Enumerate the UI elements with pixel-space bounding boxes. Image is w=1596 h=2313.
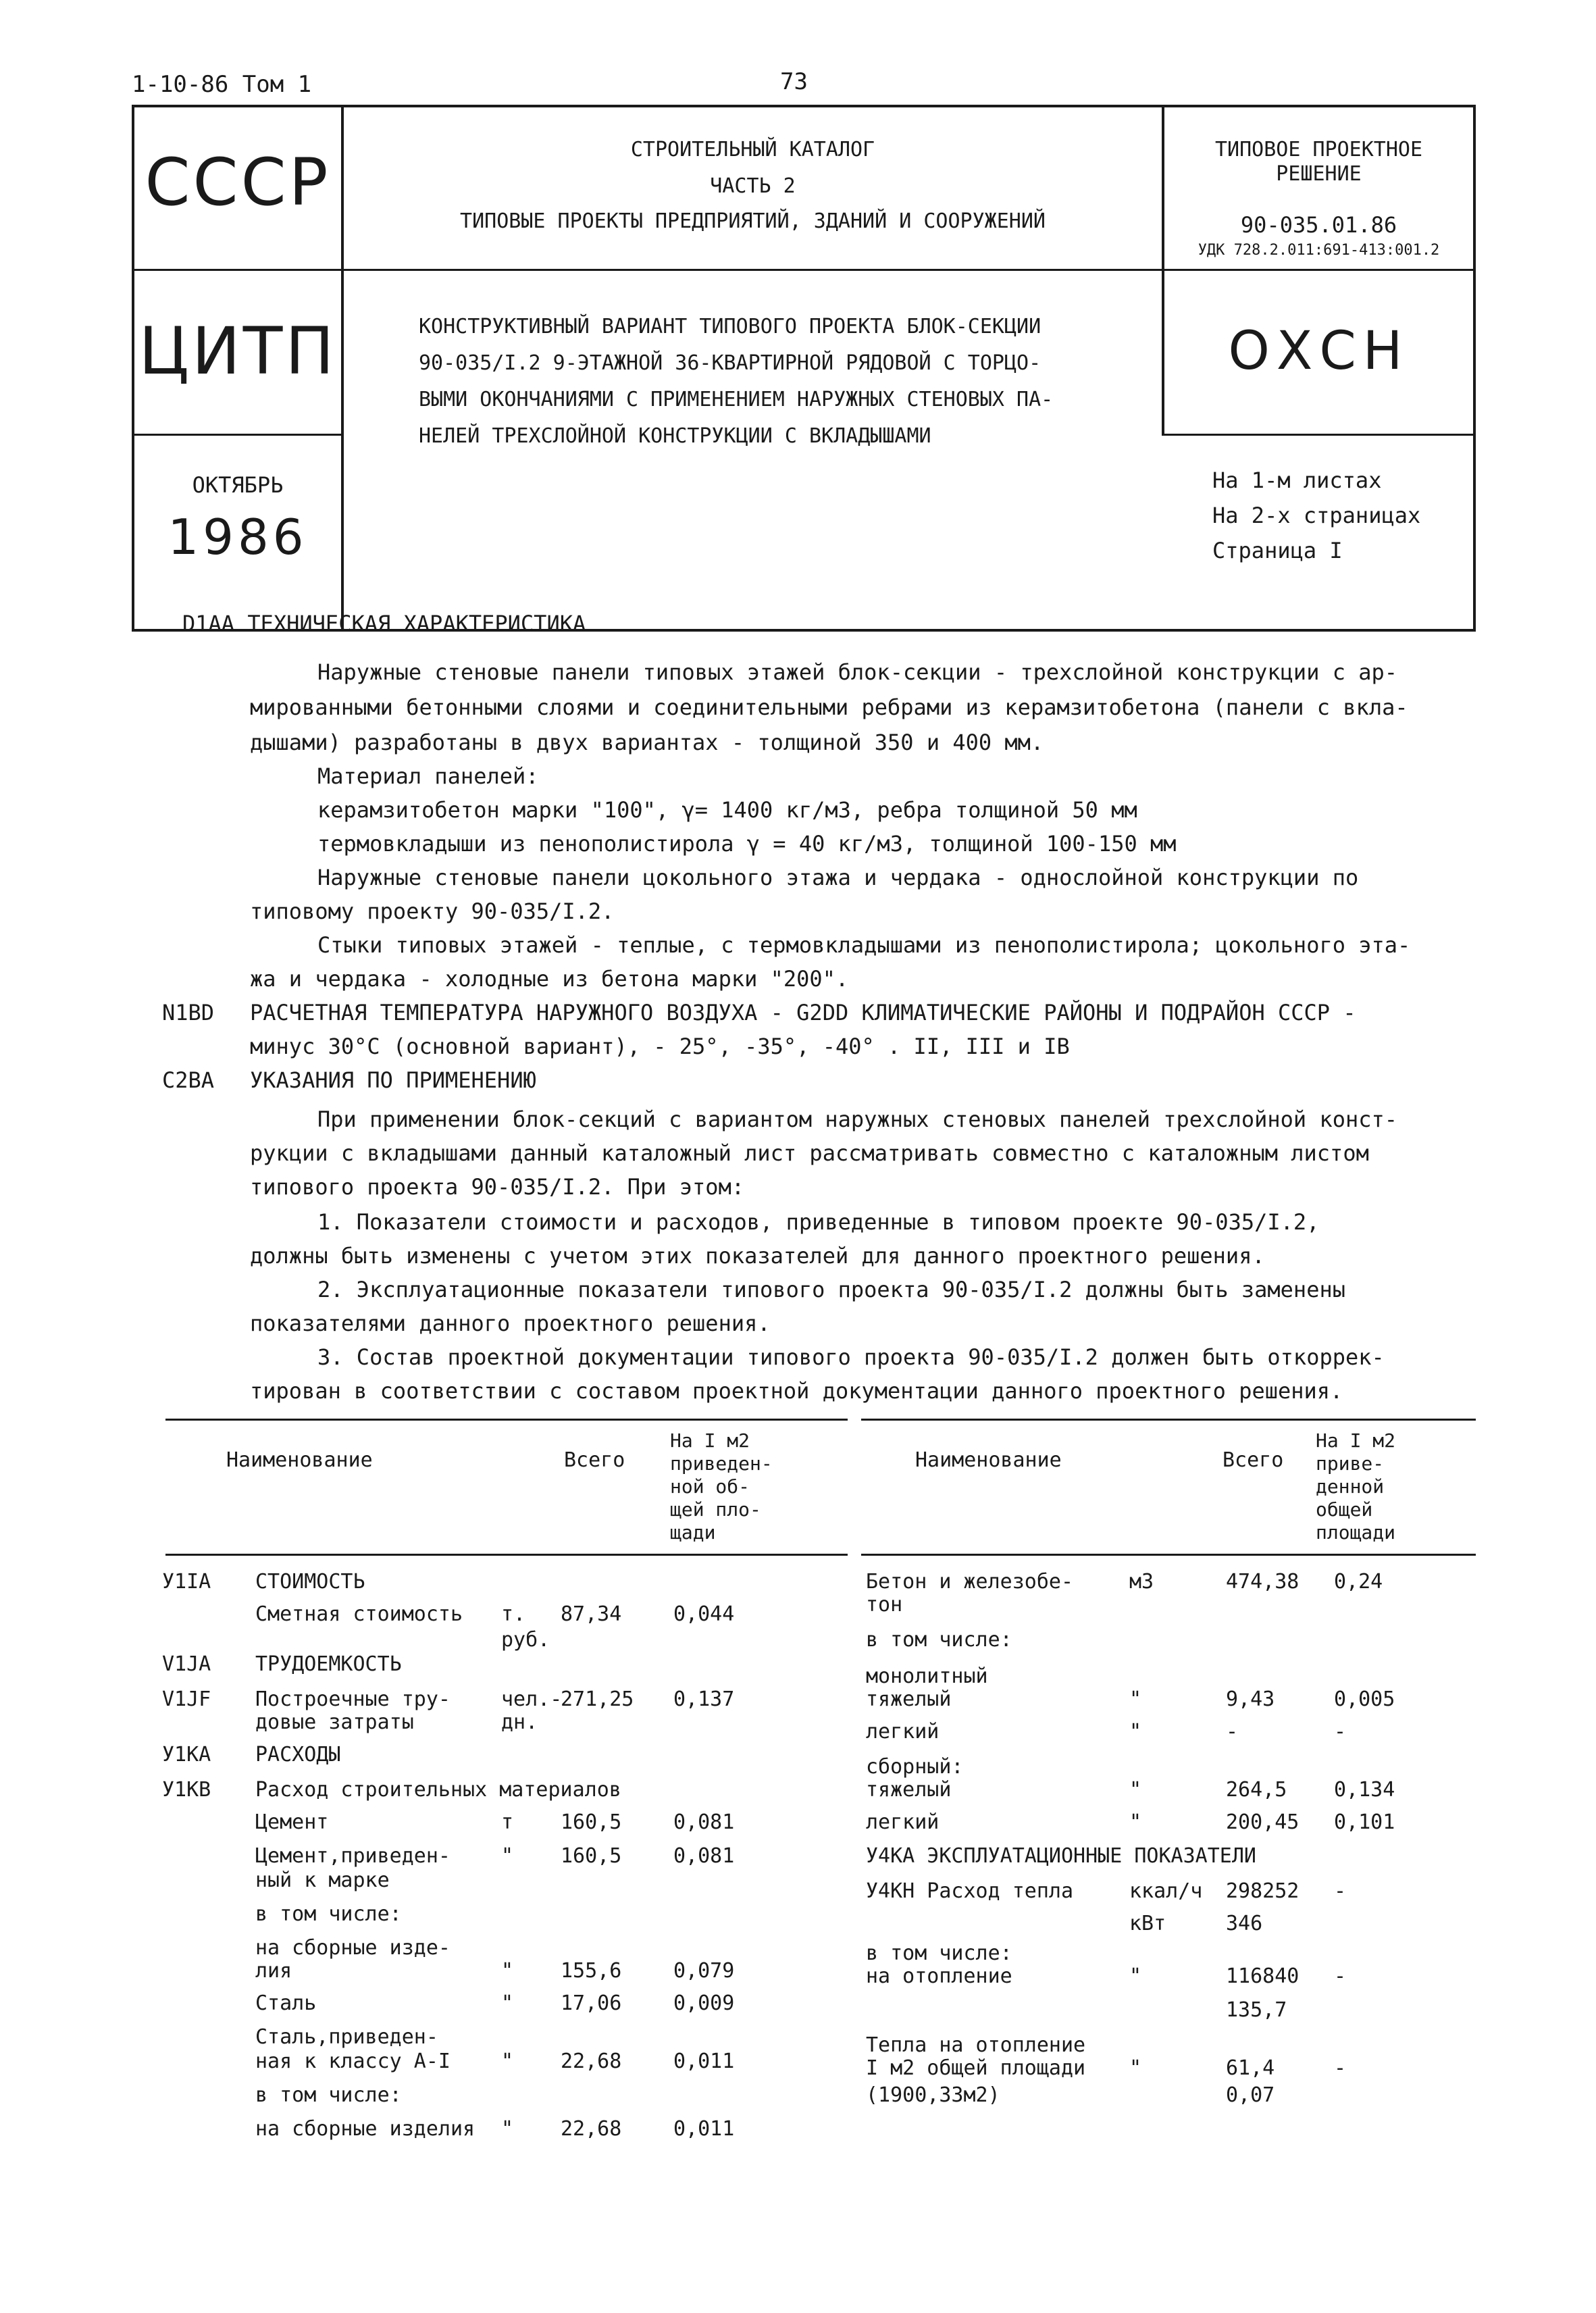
- material-line-1: керамзитобетон марки "100", γ= 1400 кг/м3, ребра толщиной 50 мм: [317, 797, 1137, 823]
- right-row-name: монолитный: [866, 1664, 988, 1688]
- usage-line-5: должны быть изменены с учетом этих показателей для данного проектного решения.: [250, 1243, 1265, 1269]
- usage-line-4: 1. Показатели стоимости и расходов, приведенные в типовом проекте 90-035/I.2,: [317, 1209, 1320, 1235]
- usage-line-8: 3. Состав проектной документации типового проекта 90-035/I.2 должен быть откоррек-: [317, 1344, 1385, 1370]
- right-header-per-area: На I м2 приве- денной общей площади: [1316, 1429, 1396, 1544]
- left-row-code: У1КВ: [162, 1778, 211, 1802]
- left-header-name: Наименование: [226, 1448, 373, 1472]
- left-row-name: Сталь: [255, 1991, 317, 2015]
- udk-code: УДК 728.2.011:691-413:001.2: [1198, 242, 1440, 259]
- left-row-total: 17,06: [561, 1991, 622, 2015]
- left-header-per-area: На I м2 приведен- ной об- щей пло- щади: [670, 1429, 773, 1544]
- right-row-name: сборный:: [866, 1755, 964, 1779]
- citp-block: ЦИТП: [138, 313, 337, 389]
- right-row-per-area: 0,005: [1334, 1687, 1395, 1711]
- right-row-total: 116840: [1226, 1964, 1299, 1988]
- basement-paragraph-line-2: типовому проекту 90-035/I.2.: [250, 898, 615, 924]
- left-row-per-area: 0,009: [673, 1991, 735, 2015]
- usage-code: C2BA: [162, 1067, 215, 1093]
- left-row-name: Расход строительных материалов: [255, 1778, 621, 1802]
- sheets-count: На 1-м листах: [1212, 467, 1382, 493]
- right-row-name: тяжелый: [866, 1778, 952, 1802]
- left-row-name: СТОИМОСТЬ: [255, 1570, 365, 1594]
- typical-line-1: ТИПОВОЕ ПРОЕКТНОЕ: [1214, 138, 1423, 161]
- right-row-per-area: 0,134: [1334, 1778, 1395, 1802]
- left-row-total: 22,68: [561, 2117, 622, 2141]
- right-row-total: 474,38: [1226, 1570, 1299, 1594]
- right-row-name: тяжелый: [866, 1687, 952, 1711]
- left-row-total: 271,25: [561, 1687, 634, 1711]
- right-row-name: легкий: [866, 1720, 939, 1744]
- left-row-total: 87,34: [561, 1602, 622, 1626]
- usage-line-7: показателями данного проектного решения.: [250, 1311, 771, 1336]
- right-row-name: Бетон и железобе-: [866, 1570, 1074, 1594]
- right-row-name: легкий: [866, 1810, 939, 1834]
- right-row-total: 264,5: [1226, 1778, 1287, 1802]
- left-row-name: ная к классу А-I: [255, 2050, 451, 2073]
- left-row-name: на сборные изде-: [255, 1936, 451, 1960]
- right-row-total: -: [1226, 1720, 1239, 1744]
- right-header-total: Всего: [1222, 1448, 1284, 1472]
- right-row-unit: ": [1129, 1687, 1142, 1711]
- left-row-unit: ": [501, 2050, 514, 2073]
- left-row-name: Цемент: [255, 1810, 329, 1834]
- left-row-name: на сборные изделия: [255, 2117, 475, 2141]
- left-row-name: РАСХОДЫ: [255, 1743, 341, 1766]
- joints-paragraph-line-2: жа и чердака - холодные из бетона марки "200".: [250, 966, 849, 992]
- temperature-code: N1BD: [162, 1000, 215, 1025]
- project-code: 90-035.01.86: [1240, 212, 1397, 238]
- right-row-name: на отопление: [866, 1964, 1012, 1988]
- left-row-name: Сметная стоимость: [255, 1602, 463, 1626]
- left-row-unit: т: [501, 1810, 514, 1834]
- left-row-name: Цемент,приведен-: [255, 1844, 451, 1868]
- panel-paragraph-line-2: мированными бетонными слоями и соединительными ребрами из керамзитобетона (панели с вкла-: [250, 694, 1408, 720]
- catalog-line-3: ТИПОВЫЕ ПРОЕКТЫ ПРЕДПРИЯТИЙ, ЗДАНИЙ И СООРУЖЕНИЙ: [460, 209, 1046, 233]
- left-row-total: 160,5: [561, 1844, 622, 1868]
- panel-paragraph-line-3: дышами) разработаны в двух вариантах - толщиной 350 и 400 мм.: [250, 730, 1044, 755]
- right-row-name: У4КН Расход тепла: [866, 1879, 1074, 1903]
- left-row-unit: руб.: [501, 1628, 550, 1652]
- left-row-per-area: 0,081: [673, 1810, 735, 1834]
- right-row-unit: ": [1129, 1720, 1142, 1744]
- right-row-name: (1900,33м2): [866, 2083, 1000, 2107]
- material-line-2: термовкладыши из пенополистирола γ = 40 кг/м3, толщиной 100-150 мм: [317, 831, 1177, 857]
- catalog-line-1: СТРОИТЕЛЬНЫЙ КАТАЛОГ: [630, 138, 875, 161]
- usage-line-9: тирован в соответствии с составом проектной документации данного проектного решения.: [250, 1378, 1343, 1404]
- joints-paragraph-line-1: Стыки типовых этажей - теплые, с термовкладышами из пенополистирола; цокольного эта-: [317, 932, 1411, 958]
- page-index: Страница I: [1212, 538, 1343, 563]
- left-row-name: довые затраты: [255, 1710, 414, 1734]
- materials-label: Материал панелей:: [317, 763, 539, 789]
- usage-line-2: рукции с вкладышами данный каталожный лист рассматривать совместно с каталожным листом: [250, 1140, 1369, 1166]
- right-row-total: 135,7: [1226, 1998, 1287, 2022]
- left-row-unit: дн.: [501, 1710, 538, 1734]
- left-row-name: в том числе:: [255, 2083, 402, 2107]
- left-row-unit: чел.-: [501, 1687, 563, 1711]
- right-row-name: I м2 общей площади: [866, 2056, 1086, 2080]
- left-row-code: V1JF: [162, 1687, 211, 1711]
- usage-heading: УКАЗАНИЯ ПО ПРИМЕНЕНИЮ: [250, 1067, 536, 1093]
- oxch-code: ОХСН: [1228, 321, 1410, 382]
- right-row-name: в том числе:: [866, 1628, 1012, 1652]
- right-header-name: Наименование: [915, 1448, 1062, 1472]
- temperature-line-2: минус 30°С (основной вариант), - 25°, -35°, -40° . II, III и IB: [250, 1034, 1070, 1059]
- right-row-unit: м3: [1129, 1570, 1154, 1594]
- usage-line-1: При применении блок-секций с вариантом наружных стеновых панелей трехслойной конст-: [317, 1107, 1398, 1132]
- right-row-total: 9,43: [1226, 1687, 1275, 1711]
- left-row-per-area: 0,081: [673, 1844, 735, 1868]
- volume-label: 1-10-86 Том 1: [132, 71, 312, 98]
- page-number: 73: [780, 68, 808, 95]
- left-row-name: лия: [255, 1959, 292, 1983]
- right-row-per-area: -: [1334, 1964, 1347, 1988]
- left-row-name: Построечные тру-: [255, 1687, 451, 1711]
- left-row-name: ТРУДОЕМКОСТЬ: [255, 1652, 402, 1676]
- right-row-name: У4КА ЭКСПЛУАТАЦИОННЫЕ ПОКАЗАТЕЛИ: [866, 1844, 1256, 1868]
- left-row-unit: т.: [501, 1602, 526, 1626]
- right-row-total: 0,07: [1226, 2083, 1275, 2107]
- left-row-name: в том числе:: [255, 1902, 402, 1926]
- panel-paragraph-line-1: Наружные стеновые панели типовых этажей блок-секции - трехслойной конструкции с ар-: [317, 659, 1398, 685]
- left-row-code: У1IА: [162, 1570, 211, 1594]
- pages-count: На 2-х страницах: [1212, 503, 1421, 528]
- project-title-line-4: НЕЛЕЙ ТРЕХСЛОЙНОЙ КОНСТРУКЦИИ С ВКЛАДЫШАМИ: [419, 424, 931, 448]
- usage-line-6: 2. Эксплуатационные показатели типового проекта 90-035/I.2 должны быть заменены: [317, 1277, 1345, 1302]
- project-title-line-1: КОНСТРУКТИВНЫЙ ВАРИАНТ ТИПОВОГО ПРОЕКТА БЛОК-СЕКЦИИ: [419, 315, 1041, 338]
- left-row-total: 155,6: [561, 1959, 622, 1983]
- left-row-total: 22,68: [561, 2050, 622, 2073]
- right-row-unit: кВт: [1129, 1912, 1166, 1935]
- right-row-total: 61,4: [1226, 2056, 1275, 2080]
- issue-year: 1986: [168, 509, 308, 565]
- temperature-line-1: РАСЧЕТНАЯ ТЕМПЕРАТУРА НАРУЖНОГО ВОЗДУХА - G2DD КЛИМАТИЧЕСКИЕ РАЙОНЫ И ПОДРАЙОН СССР -: [250, 1000, 1356, 1025]
- left-row-unit: ": [501, 1991, 514, 2015]
- right-row-name: Тепла на отопление: [866, 2033, 1086, 2057]
- right-row-per-area: -: [1334, 2056, 1347, 2080]
- left-row-total: 160,5: [561, 1810, 622, 1834]
- right-row-per-area: -: [1334, 1879, 1347, 1903]
- right-row-total: 298252: [1226, 1879, 1299, 1903]
- left-row-unit: ": [501, 2117, 514, 2141]
- left-row-per-area: 0,137: [673, 1687, 735, 1711]
- left-row-per-area: 0,079: [673, 1959, 735, 1983]
- issue-month: ОКТЯБРЬ: [192, 472, 284, 498]
- ussr-block: СССР: [145, 145, 331, 220]
- basement-paragraph-line-1: Наружные стеновые панели цокольного этажа и чердака - однослойной конструкции по: [317, 865, 1359, 890]
- left-row-name: Сталь,приведен-: [255, 2025, 438, 2049]
- right-row-per-area: -: [1334, 1720, 1347, 1744]
- right-row-name: тон: [866, 1593, 903, 1617]
- left-header-total: Всего: [564, 1448, 625, 1472]
- left-row-code: V1JA: [162, 1652, 211, 1676]
- right-row-unit: ": [1129, 1810, 1142, 1834]
- right-row-total: 346: [1226, 1912, 1263, 1935]
- right-row-unit: ккал/ч: [1129, 1879, 1203, 1903]
- left-row-unit: ": [501, 1959, 514, 1983]
- right-row-unit: ": [1129, 2056, 1142, 2080]
- left-row-per-area: 0,011: [673, 2117, 735, 2141]
- project-title-line-2: 90-035/I.2 9-ЭТАЖНОЙ 36-КВАРТИРНОЙ РЯДОВОЙ С ТОРЦО-: [419, 351, 1041, 375]
- right-row-total: 200,45: [1226, 1810, 1299, 1834]
- typical-line-2: РЕШЕНИЕ: [1276, 162, 1362, 186]
- left-row-code: У1КА: [162, 1743, 211, 1766]
- left-row-name: ный к марке: [255, 1869, 390, 1892]
- usage-line-3: типового проекта 90-035/I.2. При этом:: [250, 1174, 745, 1200]
- right-row-per-area: 0,24: [1334, 1570, 1383, 1594]
- right-row-name: в том числе:: [866, 1941, 1012, 1965]
- left-row-per-area: 0,044: [673, 1602, 735, 1626]
- project-title-line-3: ВЫМИ ОКОНЧАНИЯМИ С ПРИМЕНЕНИЕМ НАРУЖНЫХ СТЕНОВЫХ ПА-: [419, 388, 1054, 411]
- right-row-unit: ": [1129, 1778, 1142, 1802]
- left-row-unit: ": [501, 1844, 514, 1868]
- right-row-unit: ": [1129, 1964, 1142, 1988]
- right-row-per-area: 0,101: [1334, 1810, 1395, 1834]
- left-row-per-area: 0,011: [673, 2050, 735, 2073]
- catalog-line-2: ЧАСТЬ 2: [710, 174, 796, 198]
- technical-heading: D1АА ТЕХНИЧЕСКАЯ ХАРАКТЕРИСТИКА: [182, 611, 586, 636]
